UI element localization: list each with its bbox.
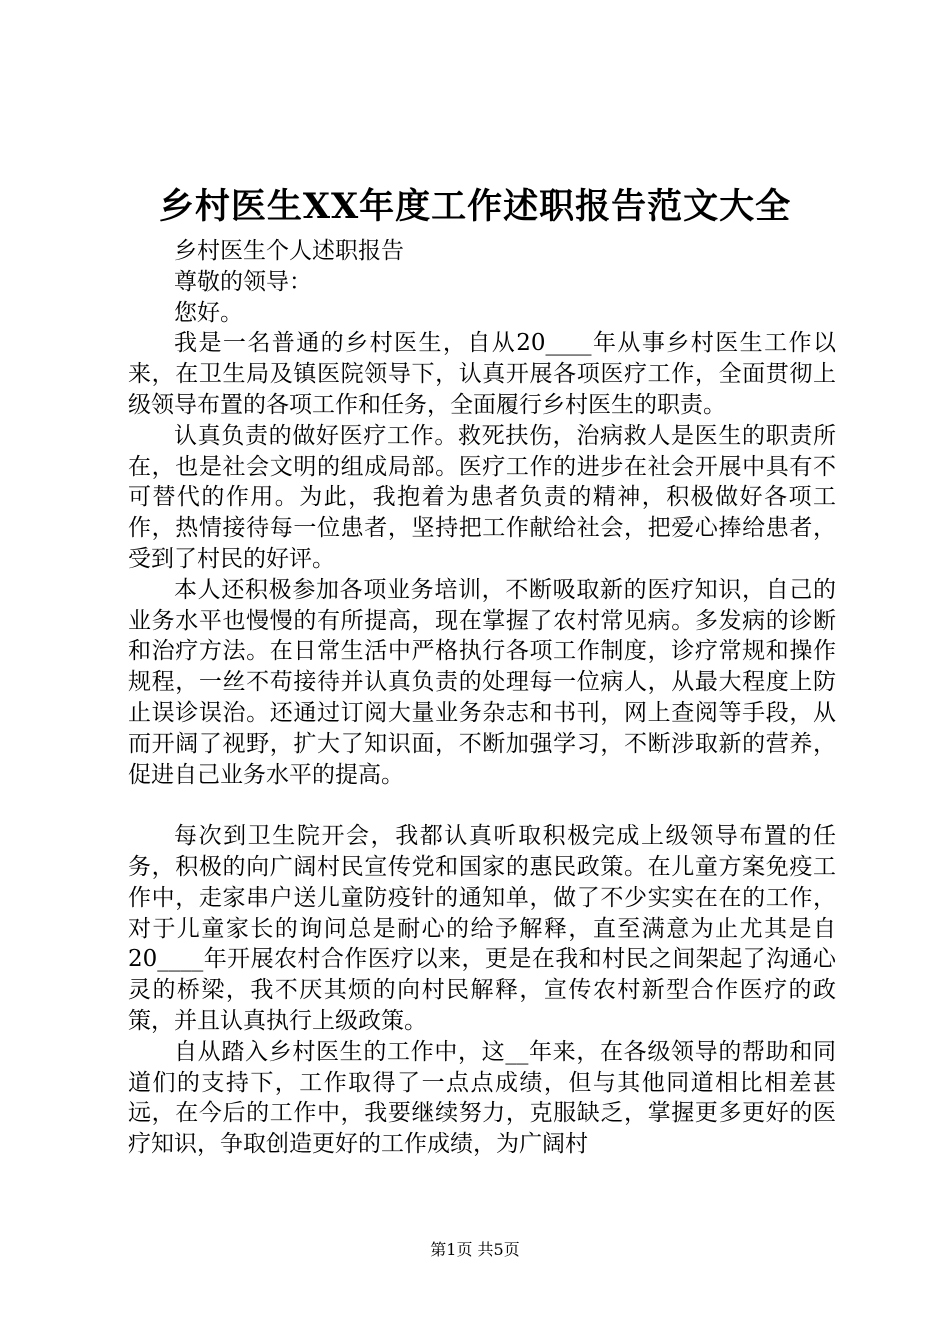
paragraph-training: 本人还积极参加各项业务培训，不断吸取新的医疗知识，自己的业务水平也慢慢的有所提高，现在掌握了农村常见病。多发病的诊断和治疗方法。在日常生活中严格执行各项工作制度，诊疗常规和操作规程，一丝不苟接待并认真负责的处理每一位病人，从最大程度上防止误诊误治。还通过订阅大量业务杂志和书刊，网上查阅等手段，从而开阔了视野，扩大了知识面，不断加强学习，不断涉取新的营养，促进自己业务水平的提高。 bbox=[128, 576, 836, 788]
paragraph-meetings: 每次到卫生院开会，我都认真听取积极完成上级领导布置的任务，积极的向广阔村民宣传党和国家的惠民政策。在儿童方案免疫工作中，走家串户送儿童防疫针的通知单，做了不少实实在在的工作，对于儿童家长的询问总是耐心的给予解释，直至满意为止尤其是自20____年开展农村合作医疗以来，更是在我和村民之间架起了沟通心灵的桥梁，我不厌其烦的向村民解释，宣传农村新型合作医疗的政策，并且认真执行上级政策。 bbox=[128, 823, 836, 1034]
paragraph-intro: 我是一名普通的乡村医生，自从20____年从事乡村医生工作以来，在卫生局及镇医院领导下，认真开展各项医疗工作，全面贯彻上级领导布置的各项工作和任务，全面履行乡村医生的职责。 bbox=[128, 330, 836, 418]
page-number-footer: 第1页 共5页 bbox=[430, 1240, 520, 1259]
paragraph-summary: 自从踏入乡村医生的工作中，这__年来，在各级领导的帮助和同道们的支持下，工作取得了一点点成绩，但与其他同道相比相差甚远，在今后的工作中，我要继续努力，克服缺乏，掌握更多更好的医疗知识，争取创造更好的工作成绩，为广阔村 bbox=[128, 1038, 836, 1158]
paragraph-subtitle: 乡村医生个人述职报告 bbox=[174, 238, 404, 264]
paragraph-salutation: 尊敬的领导： bbox=[174, 268, 312, 295]
document-body bbox=[128, 236, 836, 1160]
paragraph-medical-work: 认真负责的做好医疗工作。救死扶伤，治病救人是医生的职责所在，也是社会文明的组成局部。医疗工作的进步在社会开展中具有不可替代的作用。为此，我抱着为患者负责的精神，积极做好各项工作，热情接待每一位患者，坚持把工作献给社会，把爱心捧给患者，受到了村民的好评。 bbox=[128, 422, 836, 572]
document-title: 乡村医生XX年度工作述职报告范文大全 bbox=[158, 186, 792, 227]
paragraph-greeting: 您好。 bbox=[174, 299, 243, 326]
